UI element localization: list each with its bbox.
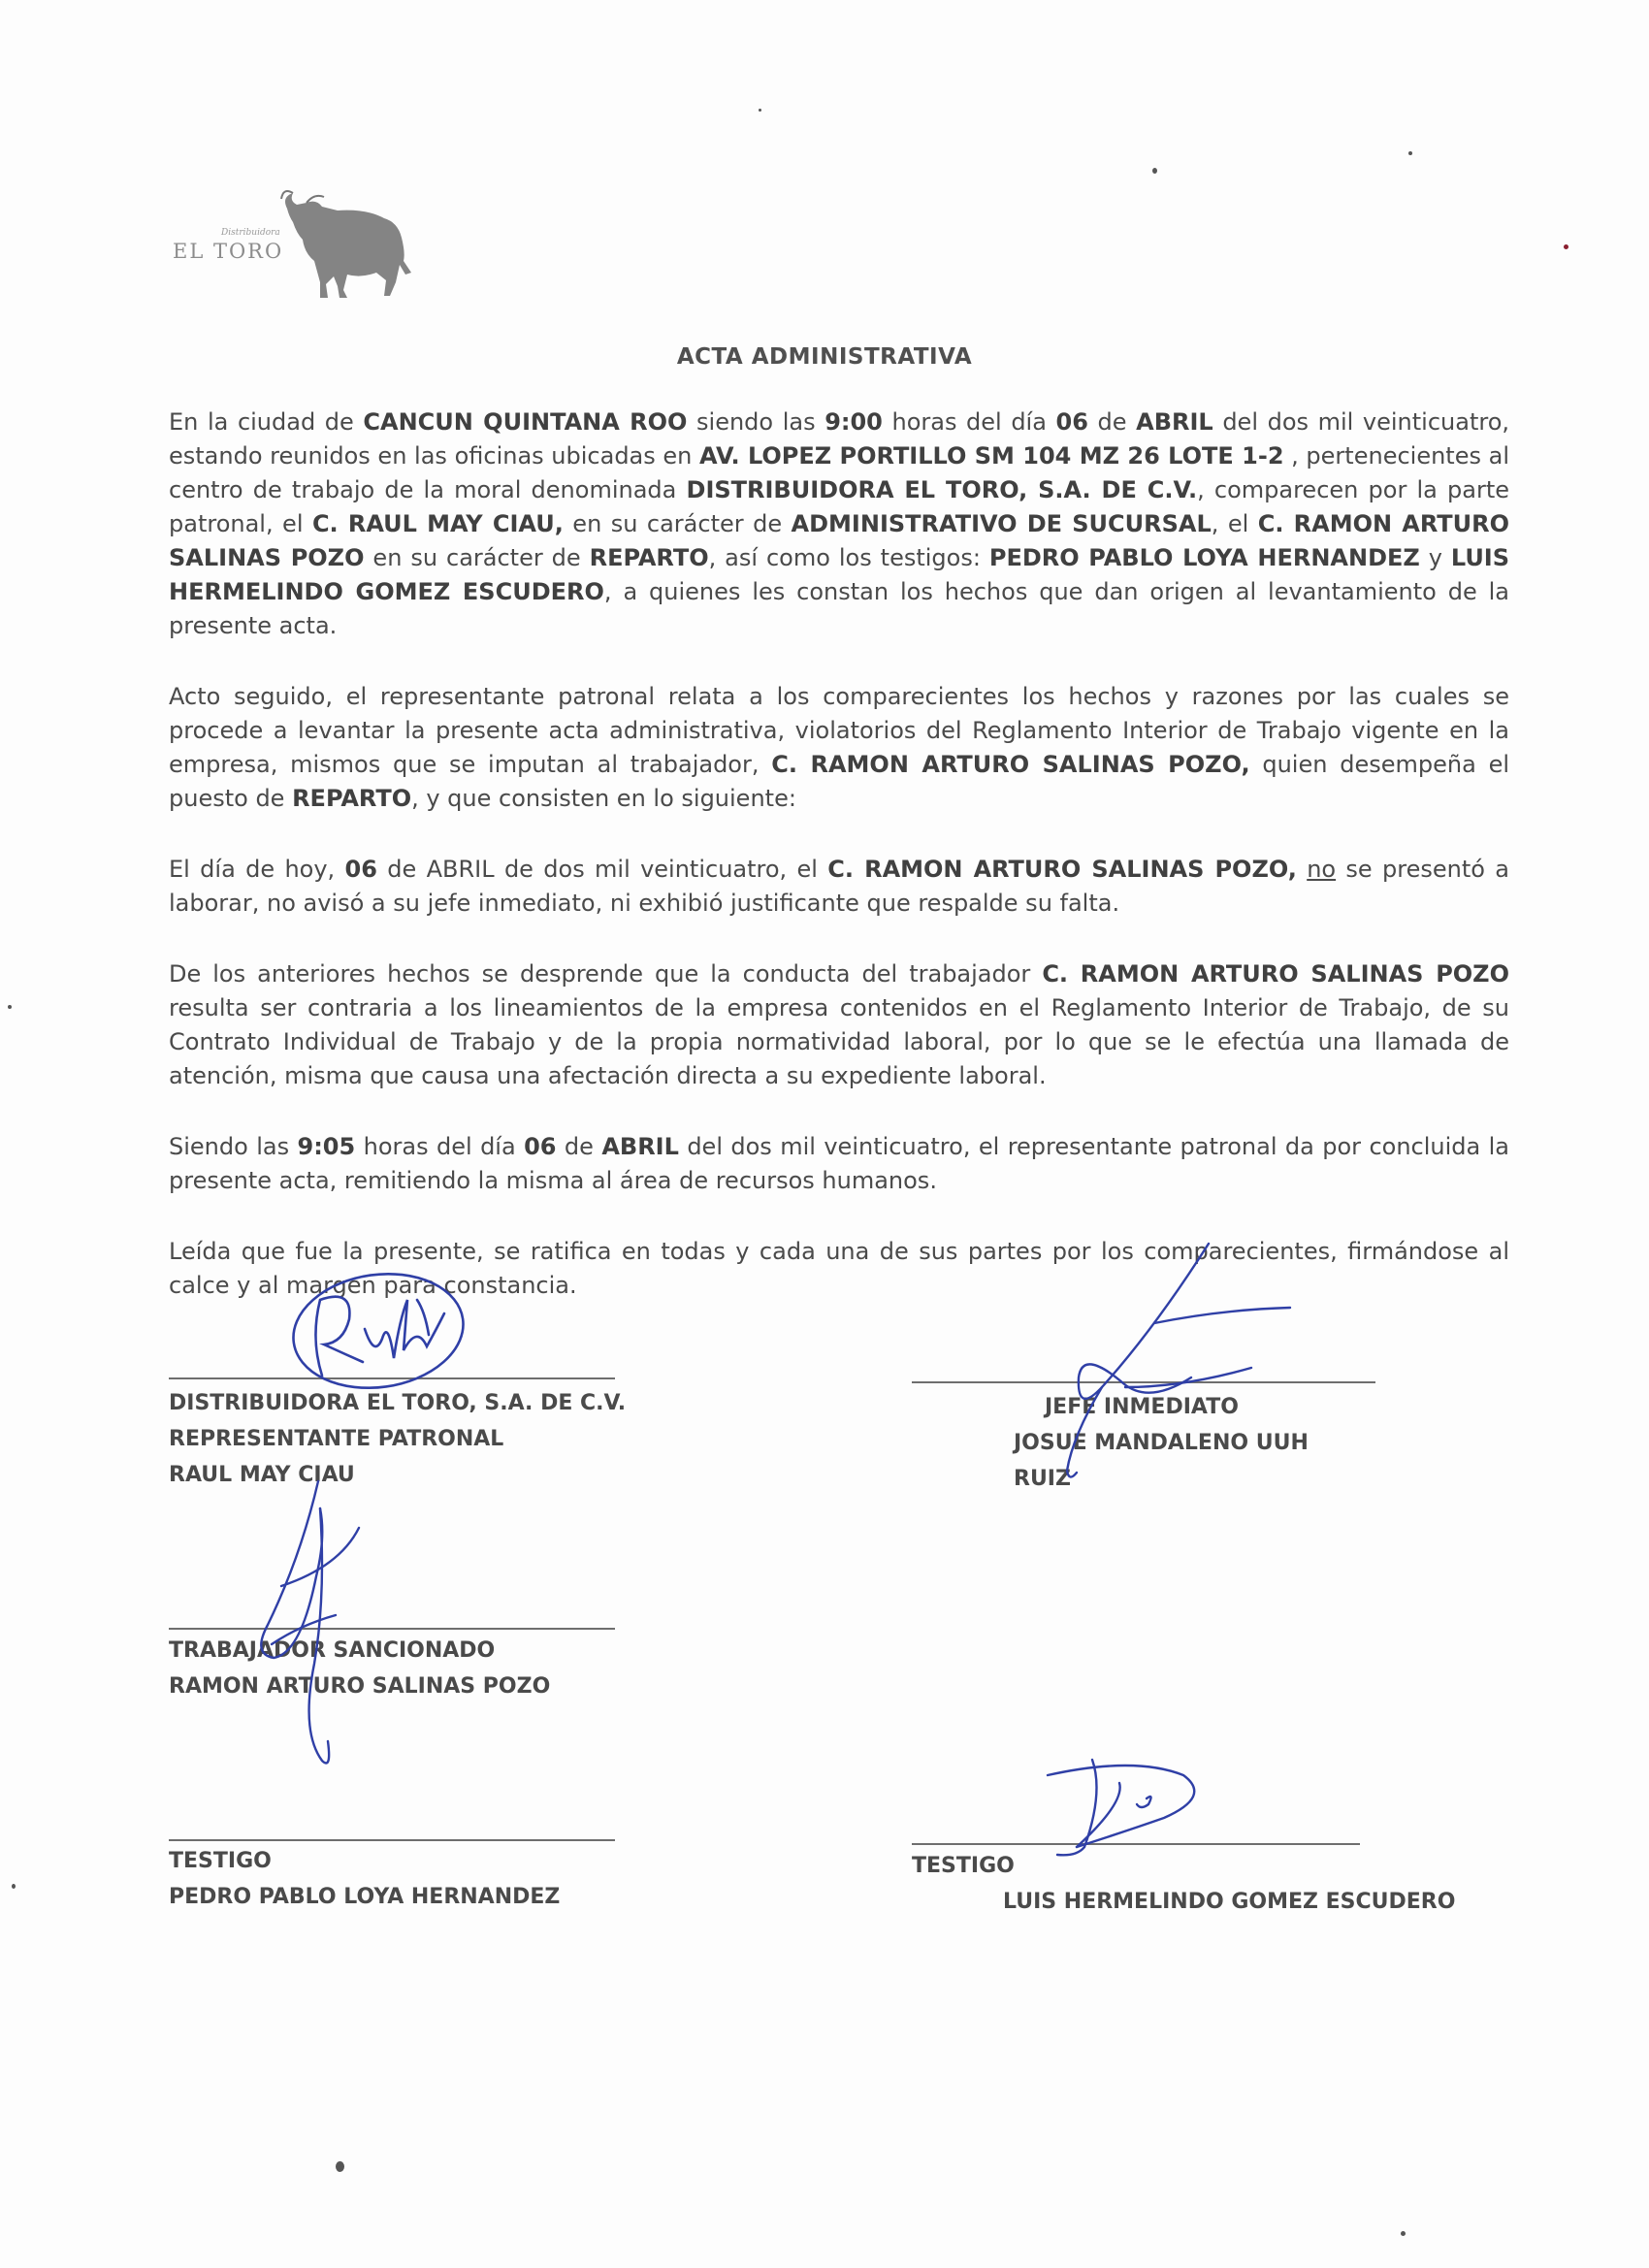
scan-speck (759, 109, 761, 112)
paragraph-6: Leída que fue la presente, se ratifica en todas y cada una de sus partes por los comparecientes, firmándose al calce y al margen para constancia. (169, 1238, 1509, 1299)
logo-subtitle: Distribuidora (221, 228, 280, 238)
signature-block-company: DISTRIBUIDORA EL TORO, S.A. DE C.V. REPRESENTANTE PATRONAL RAUL MAY CIAU (169, 1391, 627, 1487)
scan-speck (1564, 244, 1568, 249)
document-title: ACTA ADMINISTRATIVA (676, 344, 973, 370)
signature-ramon-salinas (242, 1479, 378, 1770)
scan-speck (8, 1005, 12, 1009)
logo-text: EL TORO (173, 240, 284, 263)
signature-josue-mandaleno (1009, 1242, 1300, 1494)
signature-line-witness1 (169, 1839, 615, 1841)
paragraph-3: El día de hoy, 06 de ABRIL de dos mil veinticuatro, el C. RAMON ARTURO SALINAS POZO, no se presentó a laborar, no avisó a su jefe inmediato, ni exhibió justificante que respalde su falta. (169, 856, 1509, 917)
scan-speck (336, 2161, 344, 2172)
document-body (169, 405, 1509, 1340)
scan-speck (1408, 151, 1412, 155)
signature-raul-may (281, 1261, 475, 1407)
signature-block-witness1: TESTIGO PEDRO PABLO LOYA HERNANDEZ (169, 1849, 561, 1909)
signature-block-boss: JEFE INMEDIATO JOSUE MANDALENO UUH RUIZ (1014, 1395, 1309, 1491)
scan-speck (12, 1884, 16, 1889)
bull-icon (279, 189, 415, 306)
signature-block-witness2: TESTIGO LUIS HERMELINDO GOMEZ ESCUDERO (912, 1854, 1456, 1914)
paragraph-2: Acto seguido, el representante patronal relata a los comparecientes los hechos y razones por las cuales se procede a levantar la presente acta administrativa, violatorios del Reglamento Interior de Trabajo vigente en la empresa, mismos que se imputan al trabajador, C. RAMON ARTURO SALINAS POZO, quien desempeña el puesto de REPARTO, y que consisten en lo siguiente: (169, 683, 1509, 812)
company-logo (165, 189, 417, 315)
signature-luis-gomez (1018, 1754, 1212, 1861)
scan-speck (1152, 168, 1157, 174)
paragraph-4: De los anteriores hechos se desprende que la conducta del trabajador C. RAMON ARTURO SALINAS POZO resulta ser contraria a los lineamientos de la empresa contenidos en el Reglamento Interior de Trabajo, de su Contrato Individual de Trabajo y de la propia normatividad laboral, por lo que se le efectúa una llamada de atención, misma que causa una afectación directa a su expediente laboral. (169, 960, 1509, 1089)
paragraph-1: En la ciudad de CANCUN QUINTANA ROO siendo las 9:00 horas del día 06 de ABRIL del dos mil veinticuatro, estando reunidos en las oficinas ubicadas en AV. LOPEZ PORTILLO SM 104 MZ 26 LOTE 1-2 , pertenecientes al centro de trabajo de la moral denominada DISTRIBUIDORA EL TORO, S.A. DE C.V., comparecen por la parte patronal, el C. RAUL MAY CIAU, en su carácter de ADMINISTRATIVO DE SUCURSAL, el C. RAMON ARTURO SALINAS POZO en su carácter de REPARTO, así como los testigos: PEDRO PABLO LOYA HERNANDEZ y LUIS HERMELINDO GOMEZ ESCUDERO, a quienes les constan los hechos que dan origen al levantamiento de la presente acta. (169, 408, 1510, 639)
paragraph-5: Siendo las 9:05 horas del día 06 de ABRIL del dos mil veinticuatro, el representante patronal da por concluida la presente acta, remitiendo la misma al área de recursos humanos. (169, 1133, 1510, 1194)
signature-line-worker (169, 1628, 615, 1630)
scan-speck (1401, 2231, 1406, 2236)
signature-block-worker: TRABAJADOR SANCIONADO RAMON ARTURO SALINAS POZO (169, 1638, 551, 1699)
